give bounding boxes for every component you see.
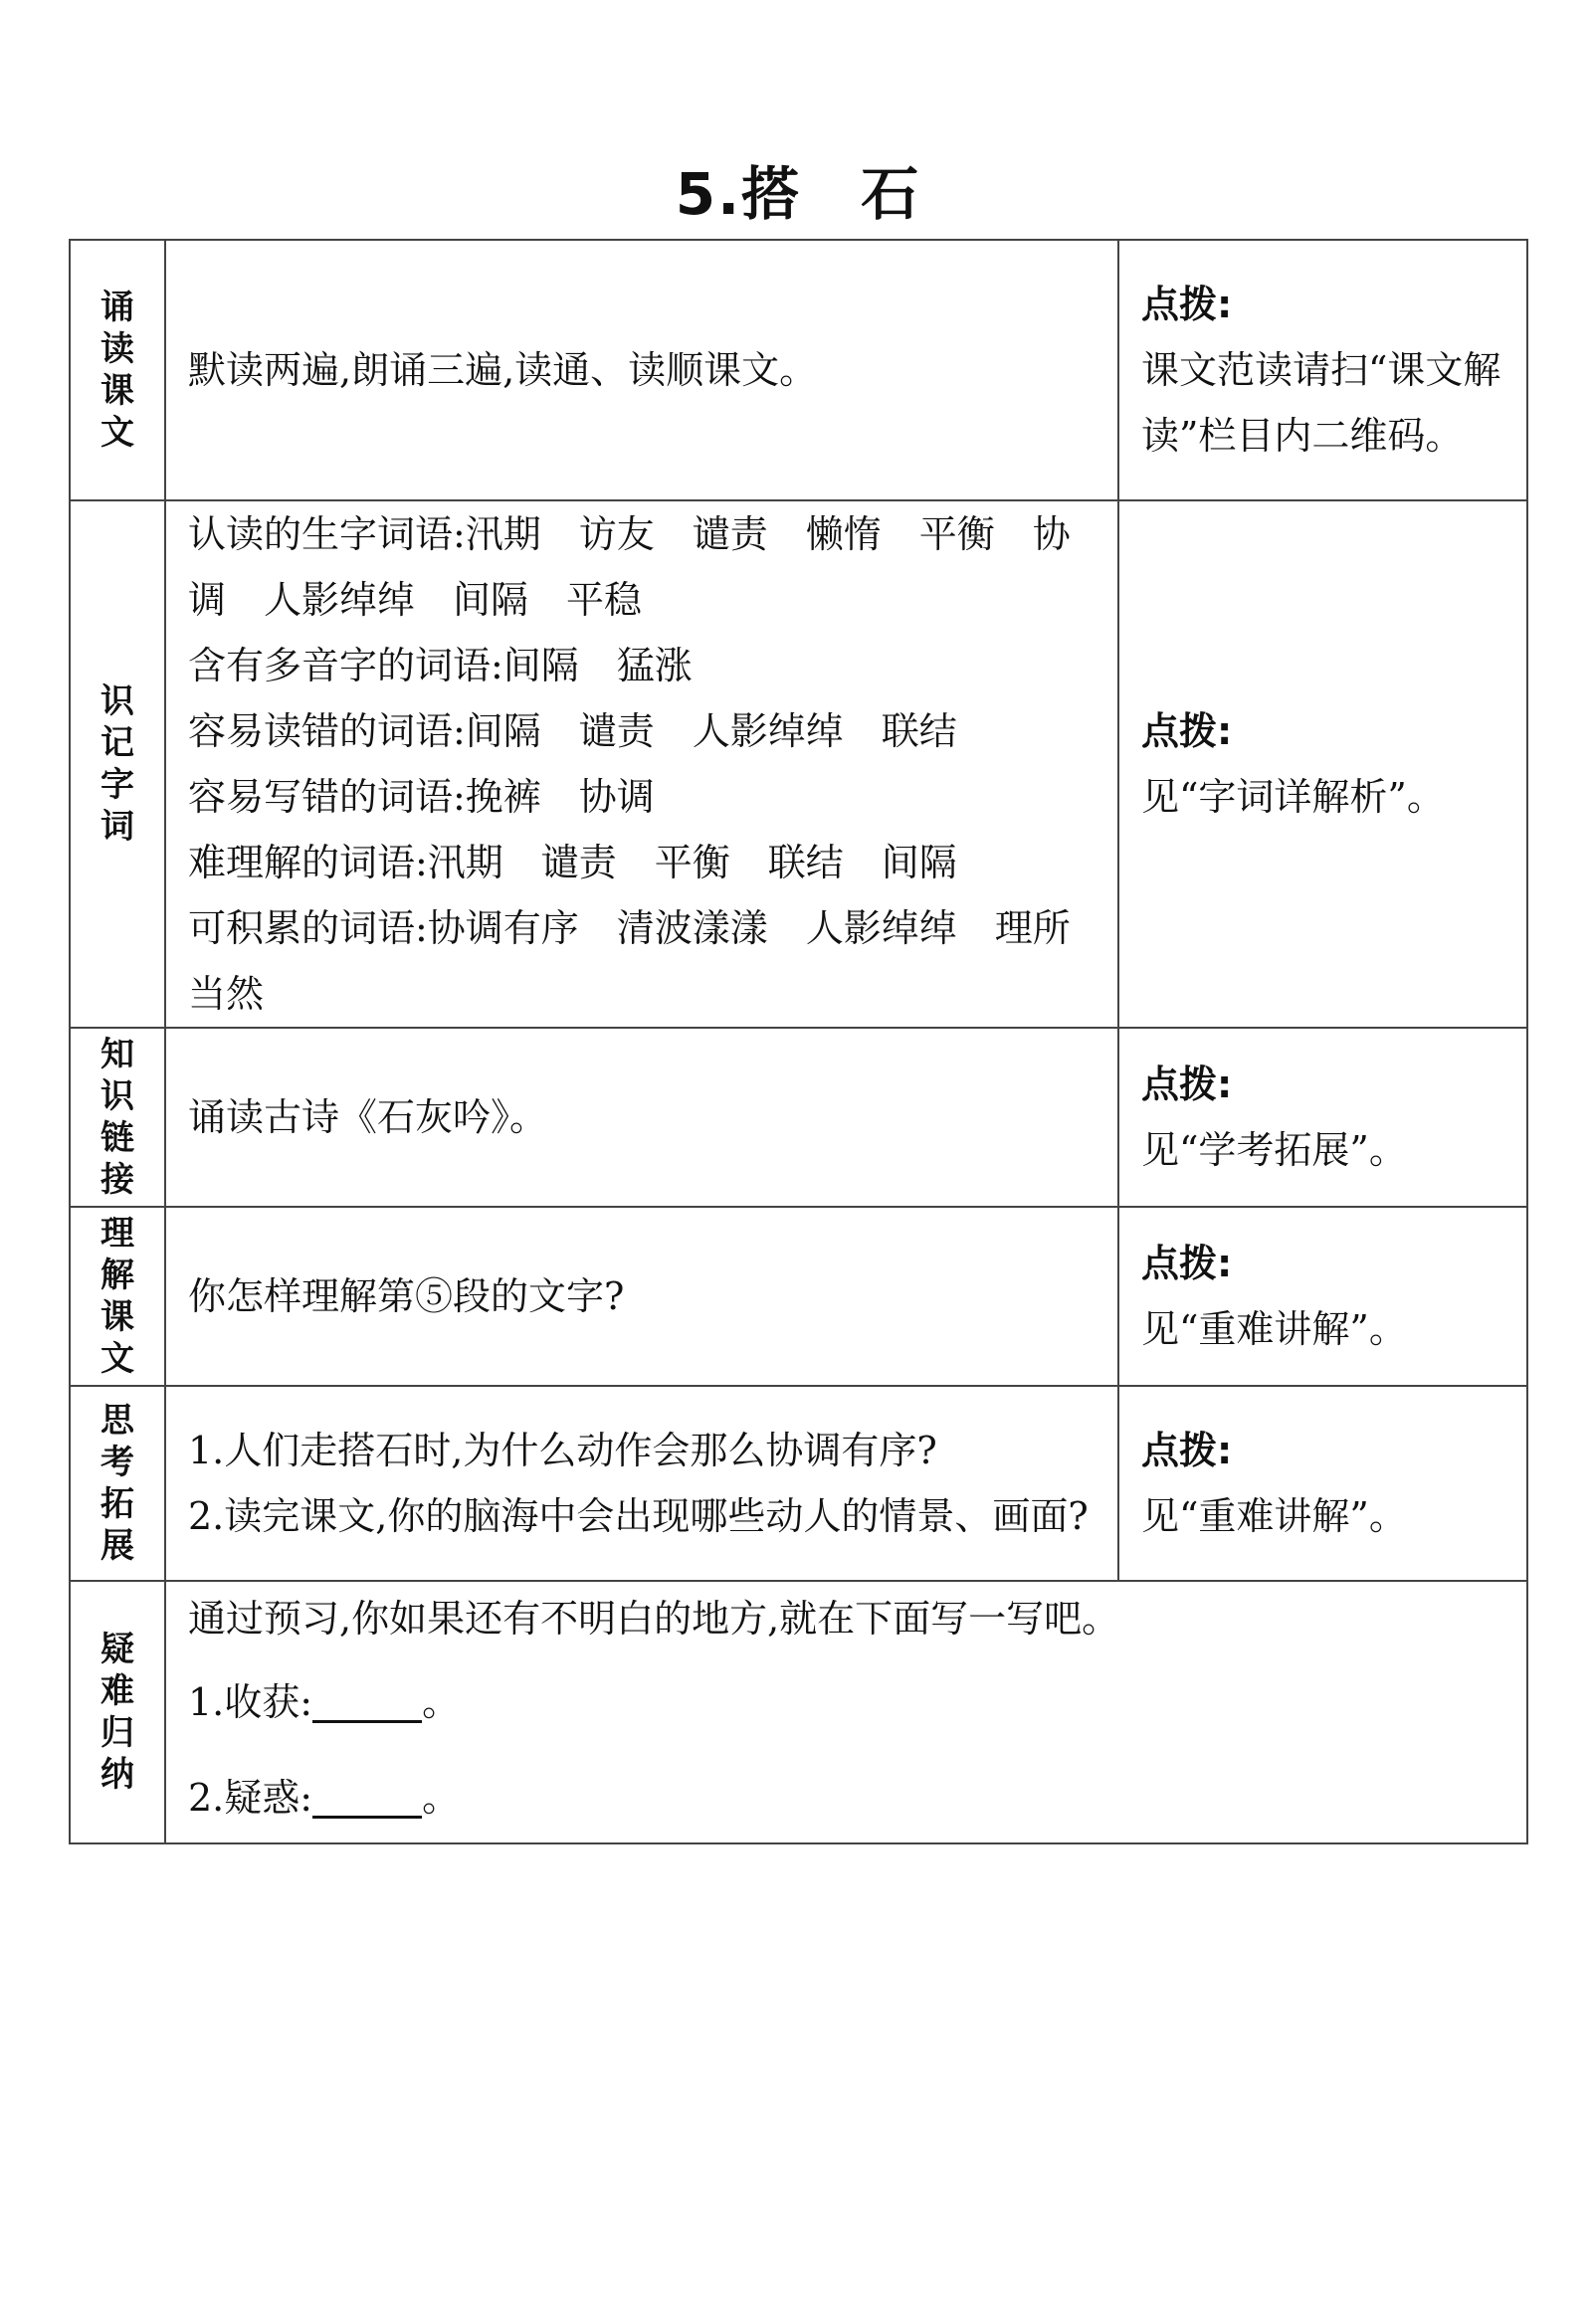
harvest-line: 1.收获: 。 (188, 1680, 461, 1724)
table-row (70, 1207, 1527, 1386)
row-label: 疑 难 归 纳 (70, 1581, 165, 1843)
tip-heading: 点拨: (1141, 709, 1233, 753)
page-title (0, 159, 1596, 229)
table-row (70, 1581, 1527, 1843)
row-label: 思 考 拓 展 (70, 1386, 165, 1581)
row-content: 默读两遍,朗诵三遍,读通、读顺课文。 (165, 240, 1118, 500)
summary-content (165, 1581, 1527, 1843)
row-content: 诵读古诗《石灰吟》。 (165, 1028, 1118, 1207)
tip-heading: 点拨: (1141, 1429, 1233, 1472)
tip-cell (1118, 1386, 1527, 1581)
tip-text: 见“重难讲解”。 (1141, 1307, 1407, 1351)
row-content (165, 500, 1118, 1028)
tip-heading: 点拨: (1141, 283, 1233, 326)
tip-text: 见“学考拓展”。 (1141, 1128, 1407, 1172)
vocab-line: 容易写错的词语:挽裤 协调 (188, 775, 655, 819)
row-label: 诵 读 课 文 (70, 240, 165, 500)
row-label: 知 识 链 接 (70, 1028, 165, 1207)
row-label: 识 记 字 词 (70, 500, 165, 1028)
tip-cell (1118, 1207, 1527, 1386)
tip-cell (1118, 240, 1527, 500)
row-content: 你怎样理解第⑤段的文字? (165, 1207, 1118, 1386)
preview-table (69, 239, 1528, 1844)
vocab-line: 含有多音字的词语:间隔 猛涨 (188, 644, 693, 687)
vocab-line: 容易读错的词语:间隔 谴责 人影绰绰 联结 (188, 709, 957, 753)
doubt-line: 2.疑惑: 。 (188, 1776, 461, 1820)
tip-cell (1118, 1028, 1527, 1207)
doubt-blank[interactable] (312, 1776, 422, 1819)
tip-cell (1118, 500, 1527, 1028)
harvest-blank[interactable] (312, 1680, 422, 1723)
title-char-2: 石 (861, 160, 921, 228)
tip-text: 课文范读请扫“课文解读”栏目内二维码。 (1141, 348, 1501, 458)
tip-heading: 点拨: (1141, 1242, 1233, 1285)
title-char-1: 搭 (741, 160, 802, 228)
tip-text: 见“字词详解析”。 (1141, 775, 1445, 819)
vocab-line: 难理解的词语:汛期 谴责 平衡 联结 间隔 (188, 841, 957, 884)
row-content: 1.人们走搭石时,为什么动作会那么协调有序? 2.读完课文,你的脑海中会出现哪些动人的情景、画面? (165, 1386, 1118, 1581)
table-row (70, 1028, 1527, 1207)
tip-text: 见“重难讲解”。 (1141, 1494, 1407, 1538)
table-row (70, 1386, 1527, 1581)
vocab-line: 认读的生字词语:汛期 访友 谴责 懒惰 平衡 协调 人影绰绰 间隔 平稳 (188, 512, 1071, 622)
tip-heading: 点拨: (1141, 1063, 1233, 1106)
title-number: 5. (675, 160, 742, 228)
row-label: 理 解 课 文 (70, 1207, 165, 1386)
table-row (70, 240, 1527, 500)
table-row (70, 500, 1527, 1028)
vocab-line: 可积累的词语:协调有序 清波漾漾 人影绰绰 理所当然 (188, 906, 1071, 1016)
summary-intro: 通过预习,你如果还有不明白的地方,就在下面写一写吧。 (188, 1597, 1120, 1641)
